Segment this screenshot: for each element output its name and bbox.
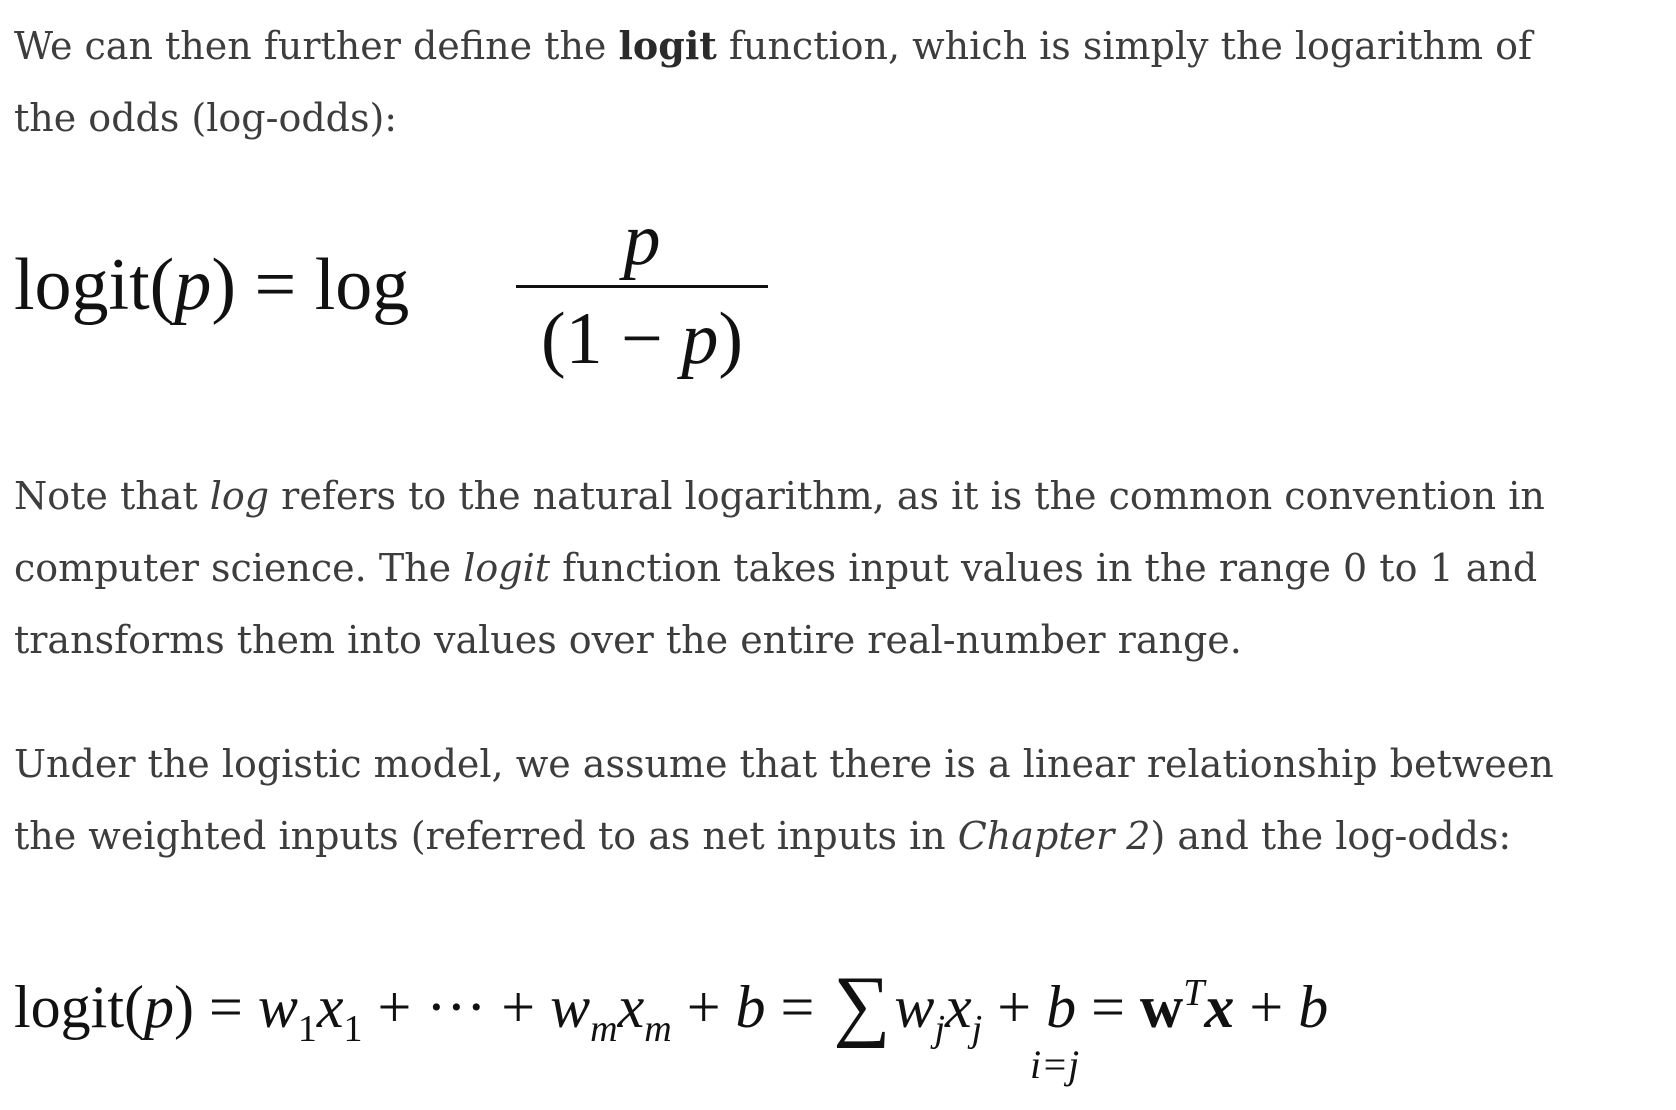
paragraph-logistic-model	[14, 728, 1554, 872]
var-x: x	[617, 974, 645, 1040]
den-open: (1 −	[540, 298, 682, 380]
den-var-p: p	[681, 298, 719, 380]
bold-term-logit: logit	[618, 23, 717, 68]
var-b: b	[1046, 974, 1077, 1040]
equals: =	[765, 974, 830, 1040]
var-p: p	[144, 974, 174, 1040]
subscript-1: 1	[297, 1008, 317, 1050]
superscript-transpose: T	[1183, 972, 1205, 1014]
vector-w: w	[1139, 974, 1184, 1040]
plus: +	[671, 974, 736, 1040]
subscript-m: m	[644, 1008, 672, 1050]
func-logit: logit(	[14, 244, 175, 326]
paragraph-logit-definition	[14, 10, 1532, 154]
subscript-m: m	[590, 1008, 618, 1050]
text: the weighted inputs (referred to as net inputs in	[14, 814, 958, 858]
equation-row	[14, 953, 1328, 1069]
summation-index: i=j	[1030, 1042, 1080, 1087]
subscript-j: j	[934, 1008, 946, 1050]
var-p: p	[174, 244, 212, 326]
var-x: x	[316, 974, 344, 1040]
text: Note that	[14, 474, 210, 518]
italic-chapter-reference: Chapter 2	[957, 814, 1151, 858]
var-b: b	[1298, 974, 1329, 1040]
text: function takes input values in the range 0 to 1 and	[550, 546, 1538, 590]
var-x: x	[945, 974, 972, 1040]
italic-log: log	[209, 474, 270, 518]
plus: +	[1234, 974, 1299, 1040]
var-w: w	[257, 974, 298, 1040]
den-close: )	[718, 298, 744, 380]
italic-logit: logit	[463, 546, 550, 590]
plus: +	[982, 974, 1047, 1040]
equation-lhs	[14, 243, 409, 328]
subscript-1: 1	[343, 1008, 363, 1050]
text: ) and the log-odds:	[1150, 814, 1512, 858]
var-w: w	[550, 974, 591, 1040]
fraction	[516, 195, 768, 384]
equals: =	[1076, 974, 1140, 1040]
fraction-bar	[516, 285, 768, 288]
text: Under the logistic model, we assume that there is a linear relationship between	[14, 742, 1554, 786]
summation-icon: ∑	[833, 961, 891, 1049]
text: transforms them into values over the entire real-number range.	[14, 618, 1242, 662]
plus-ellipsis-plus: + ··· +	[362, 974, 551, 1040]
func-logit: logit(	[14, 974, 144, 1040]
text: We can then further define the	[14, 24, 619, 68]
text: function, which is simply the logarithm of	[716, 24, 1533, 68]
text: computer science. The	[14, 546, 464, 590]
vector-x: x	[1204, 974, 1235, 1040]
text: refers to the natural logarithm, as it is the common convention in	[269, 474, 1545, 518]
var-w: w	[894, 974, 935, 1040]
denominator	[516, 294, 768, 384]
numerator: p	[623, 199, 661, 281]
equals: ) =	[174, 974, 258, 1040]
paragraph-log-note	[14, 460, 1545, 676]
text: the odds (log-odds):	[14, 96, 398, 140]
subscript-j: j	[971, 1008, 983, 1050]
equals-log: ) = log	[211, 244, 410, 326]
var-b: b	[735, 974, 766, 1040]
